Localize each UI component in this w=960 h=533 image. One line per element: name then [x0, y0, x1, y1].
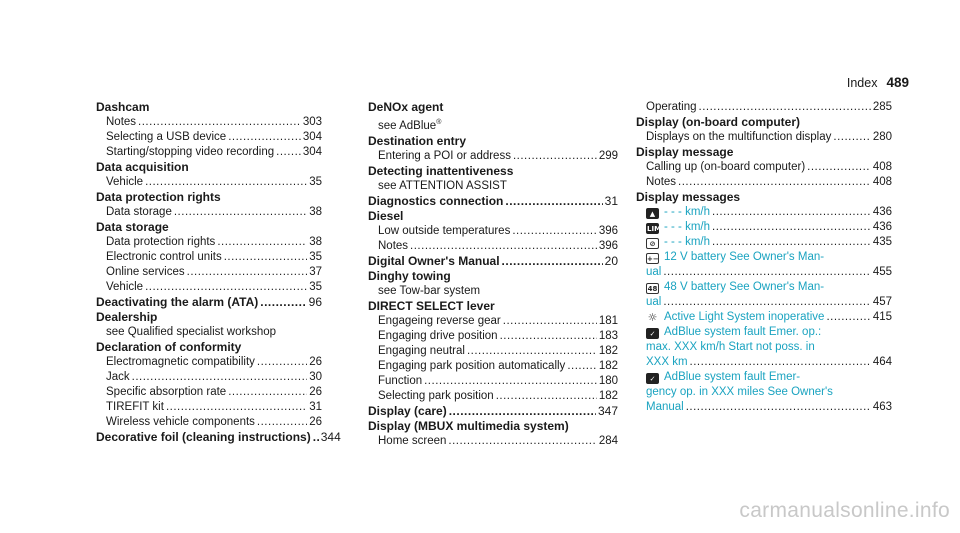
message-link[interactable]: - - - km/h — [664, 221, 710, 233]
subentry-text: Engaging neutral — [378, 344, 465, 357]
index-term-entry[interactable] — [368, 254, 618, 269]
index-term: Dashcam — [96, 100, 150, 114]
page-ref[interactable]: 285 — [872, 101, 892, 113]
term-text: Decorative foil (cleaning instructions) — [96, 430, 311, 444]
page-ref[interactable]: 26 — [309, 356, 322, 368]
message-link[interactable]: - - - km/h — [664, 236, 710, 248]
term-text: Digital Owner's Manual — [368, 253, 500, 268]
page-ref[interactable]: 20 — [604, 253, 618, 268]
index-subentry[interactable] — [368, 329, 618, 344]
message-entry-line[interactable] — [636, 385, 892, 400]
page-ref[interactable]: 463 — [872, 401, 892, 413]
subentry-text: Electromagnetic compatibility — [106, 356, 255, 368]
subentry-text: Wireless vehicle components — [106, 416, 255, 428]
index-subentry[interactable] — [636, 160, 892, 175]
index-term: Display messages — [636, 190, 741, 204]
index-column-2 — [368, 100, 618, 449]
page-ref[interactable]: 37 — [309, 266, 322, 278]
message-link[interactable]: AdBlue system fault Emer. op.: — [664, 326, 822, 338]
subentry-text: Specific absorption rate — [106, 386, 227, 398]
speed-limiter-car-icon: ▲ — [646, 208, 659, 219]
page-ref[interactable]: 38 — [309, 236, 322, 248]
message-link[interactable]: ual — [646, 266, 662, 278]
subentry-text: Engaging park position automatically — [378, 359, 566, 372]
see-reference[interactable]: see ATTENTION ASSIST — [378, 179, 507, 192]
limiter-off-icon: ⊘ — [646, 238, 659, 249]
subentry-text: Jack — [106, 371, 130, 383]
index-term: DIRECT SELECT lever — [368, 298, 495, 313]
see-reference[interactable] — [368, 115, 618, 134]
index-subentry[interactable] — [96, 205, 322, 220]
index-column-3 — [636, 100, 892, 415]
page-ref[interactable]: 408 — [872, 161, 892, 173]
page-ref[interactable]: 455 — [872, 266, 892, 278]
adblue-icon: ✓ — [646, 328, 659, 339]
message-link[interactable]: - - - km/h — [664, 206, 710, 218]
index-term: Display (on-board computer) — [636, 115, 801, 129]
subentry-text: Starting/stopping video recording — [106, 146, 275, 158]
subentry-text: Notes — [646, 176, 677, 188]
message-entry-line[interactable] — [636, 280, 892, 295]
index-subentry[interactable] — [368, 314, 618, 329]
message-link[interactable]: gency op. in XXX miles See Owner's — [646, 386, 833, 398]
message-entry[interactable] — [636, 235, 892, 250]
index-term-entry[interactable] — [368, 404, 618, 419]
subentry-text: Calling up (on-board computer) — [646, 161, 806, 173]
index-term: Dealership — [96, 310, 158, 324]
page-ref[interactable]: 30 — [309, 371, 322, 383]
message-entry-end[interactable] — [636, 400, 892, 415]
index-term: Data protection rights — [96, 190, 221, 204]
index-term-entry[interactable] — [368, 194, 618, 209]
subentry-text: Notes — [106, 116, 137, 128]
page-ref[interactable]: 35 — [309, 281, 322, 293]
index-subentry[interactable] — [368, 374, 618, 389]
message-link[interactable]: 12 V battery See Owner's Man- — [664, 251, 825, 263]
index-subentry[interactable] — [368, 224, 618, 239]
index-subentry[interactable] — [368, 359, 618, 374]
page-ref[interactable]: 182 — [598, 389, 618, 402]
page-ref[interactable]: 303 — [302, 116, 322, 128]
index-subentry[interactable] — [96, 400, 322, 415]
message-entry-line[interactable] — [636, 250, 892, 265]
term-text: Display (care) — [368, 403, 447, 418]
page-ref[interactable]: 180 — [598, 374, 618, 387]
subentry-text: Notes — [378, 239, 409, 252]
index-term: DeNOx agent — [368, 100, 444, 114]
battery-48v-icon: 48 — [647, 285, 658, 293]
lim-icon: LIM — [647, 225, 662, 233]
watermark: carmanualsonline.info — [739, 499, 950, 522]
message-link[interactable]: max. XXX km/h Start not poss. in — [646, 341, 815, 353]
index-term: Display (MBUX multimedia system) — [368, 418, 569, 433]
message-link[interactable]: Manual — [646, 401, 684, 413]
index-subentry[interactable] — [96, 415, 322, 430]
subentry-text: Electronic control units — [106, 251, 222, 263]
see-reference[interactable]: see Qualified specialist workshop — [106, 326, 277, 338]
page-ref[interactable]: 344 — [320, 430, 341, 444]
index-term: Display message — [636, 145, 734, 159]
index-subentry[interactable] — [96, 280, 322, 295]
page-ref[interactable]: 96 — [308, 295, 322, 309]
index-subentry[interactable] — [368, 149, 618, 164]
subentry-text: Vehicle — [106, 281, 144, 293]
message-link[interactable]: AdBlue system fault Emer- — [664, 371, 801, 383]
header-label: Index — [846, 76, 878, 90]
index-term-entry[interactable] — [96, 430, 341, 445]
index-term: Data acquisition — [96, 160, 189, 174]
index-subentry[interactable] — [96, 145, 322, 160]
subentry-text: Selecting a USB device — [106, 131, 227, 143]
index-subentry[interactable] — [96, 235, 322, 250]
page-ref[interactable]: 347 — [597, 403, 618, 418]
subentry-text: Data storage — [106, 206, 172, 218]
page-ref[interactable]: 182 — [598, 344, 618, 357]
light-system-icon: ☼ — [647, 311, 658, 324]
index-term: Destination entry — [368, 133, 467, 148]
subentry-text: Vehicle — [106, 176, 144, 188]
page-ref[interactable]: 38 — [309, 206, 322, 218]
see-reference[interactable]: see Tow-bar system — [378, 284, 481, 297]
subentry-text: TIREFIT kit — [106, 401, 164, 413]
subentry-text: Home screen — [378, 434, 447, 447]
subentry-text: Data protection rights — [106, 236, 216, 248]
subentry-text: Low outside temperatures — [378, 224, 511, 237]
page-ref[interactable]: 304 — [302, 131, 322, 143]
index-subentry[interactable] — [636, 130, 892, 145]
message-entry[interactable] — [636, 205, 892, 220]
subentry-text: Selecting park position — [378, 389, 494, 402]
message-link[interactable]: ual — [646, 296, 662, 308]
term-text: Diagnostics connection — [368, 193, 504, 208]
subentry-text: Online services — [106, 266, 185, 278]
message-entry-line[interactable] — [636, 340, 892, 355]
page-ref[interactable]: 457 — [872, 296, 892, 308]
subentry-text: Entering a POI or address — [378, 149, 511, 162]
message-entry-end[interactable] — [636, 355, 892, 370]
page-ref[interactable]: 396 — [598, 239, 618, 252]
page-ref[interactable]: 304 — [302, 146, 322, 158]
page-ref[interactable]: 35 — [309, 176, 322, 188]
message-link[interactable]: Active Light System inoperative — [664, 311, 825, 323]
message-entry[interactable] — [636, 310, 892, 325]
term-text: Deactivating the alarm (ATA) — [96, 295, 259, 309]
index-subentry[interactable] — [636, 175, 892, 190]
page-ref[interactable]: 31 — [309, 401, 322, 413]
subentry-text: Function — [378, 374, 423, 387]
message-link[interactable]: XXX km — [646, 356, 688, 368]
page-ref[interactable]: 183 — [598, 329, 618, 342]
index-subentry[interactable] — [96, 250, 322, 265]
page-number: 489 — [886, 75, 909, 90]
page-ref[interactable]: 280 — [872, 131, 892, 143]
message-entry-end[interactable] — [636, 295, 892, 310]
index-term: Detecting inattentiveness — [368, 163, 514, 178]
index-subentry[interactable] — [368, 344, 618, 359]
index-term-entry[interactable] — [96, 295, 322, 310]
message-entry-line[interactable] — [636, 325, 892, 340]
index-column-1 — [96, 100, 341, 445]
index-term: Dinghy towing — [368, 268, 451, 283]
page-ref[interactable]: 436 — [872, 221, 892, 233]
subentry-text: Engaging drive position — [378, 329, 498, 342]
page-ref[interactable]: 299 — [598, 149, 618, 162]
index-subentry[interactable] — [96, 130, 322, 145]
subentry-text: Engageing reverse gear — [378, 314, 501, 327]
message-link[interactable]: 48 V battery See Owner's Man- — [664, 281, 825, 293]
page-header — [847, 75, 909, 90]
index-subentry[interactable] — [368, 434, 618, 449]
index-term: Diesel — [368, 208, 404, 223]
subentry-text: Operating — [646, 101, 697, 113]
index-subentry[interactable] — [96, 355, 322, 370]
index-subentry[interactable] — [96, 175, 322, 190]
page-ref[interactable]: 182 — [598, 359, 618, 372]
index-subentry[interactable] — [96, 265, 322, 280]
page-ref[interactable]: 415 — [872, 311, 892, 323]
page-ref[interactable]: 396 — [598, 224, 618, 237]
index-subentry[interactable] — [368, 389, 618, 404]
message-entry-line[interactable] — [636, 370, 892, 385]
index-term: Data storage — [96, 220, 169, 234]
page-ref[interactable]: 284 — [598, 434, 618, 447]
registered-mark: ® — [436, 119, 442, 126]
page-ref[interactable]: 408 — [872, 176, 892, 188]
message-entry-end[interactable] — [636, 265, 892, 280]
index-subentry[interactable] — [96, 370, 322, 385]
index-subentry[interactable] — [636, 100, 892, 115]
index-subentry[interactable] — [96, 385, 322, 400]
index-term: Declaration of conformity — [96, 340, 242, 354]
page-ref[interactable]: 31 — [604, 193, 618, 208]
see-text: see AdBlue — [378, 119, 437, 132]
page-ref[interactable]: 435 — [872, 236, 892, 248]
subentry-text: Displays on the multifunction display — [646, 131, 832, 143]
index-subentry[interactable] — [96, 115, 322, 130]
page-ref[interactable]: 464 — [872, 356, 892, 368]
page-ref[interactable]: 35 — [309, 251, 322, 263]
battery-12v-icon: +− — [647, 255, 659, 263]
index-subentry[interactable] — [368, 239, 618, 254]
adblue-icon: ✓ — [646, 373, 659, 384]
page-ref[interactable]: 26 — [309, 386, 322, 398]
message-entry[interactable] — [636, 220, 892, 235]
page-ref[interactable]: 436 — [872, 206, 892, 218]
page-ref[interactable]: 26 — [309, 416, 322, 428]
page-ref[interactable]: 181 — [598, 314, 618, 327]
